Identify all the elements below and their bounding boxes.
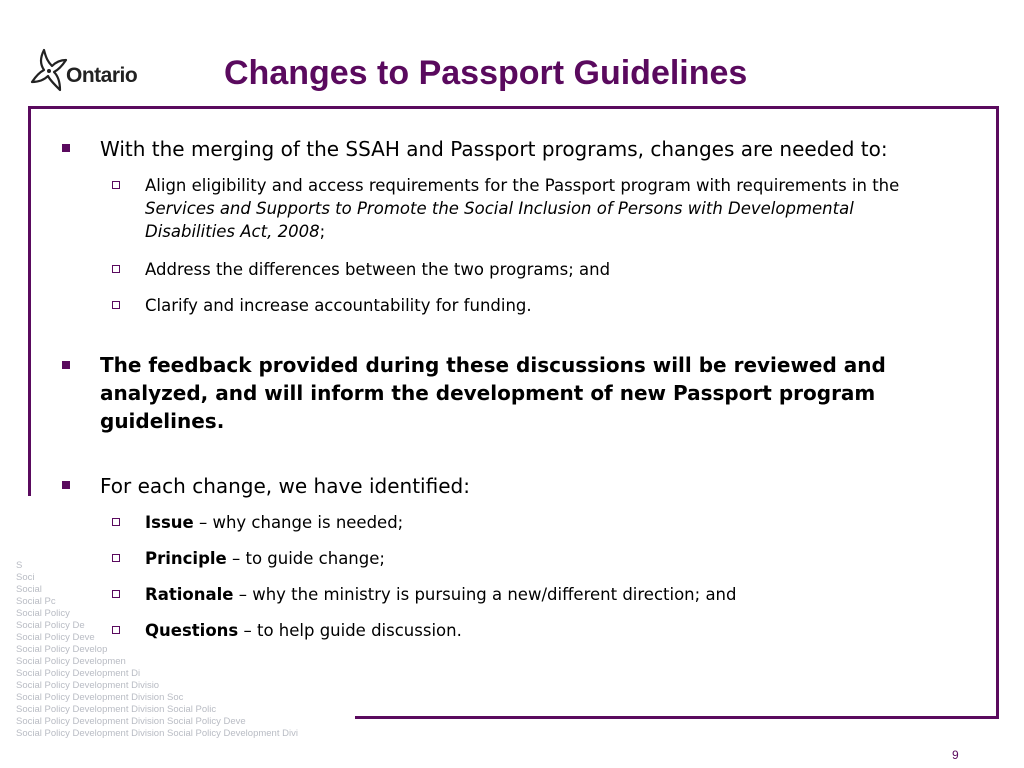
bullet-hollow-square-icon	[112, 265, 120, 273]
bullet-square-icon	[62, 144, 70, 152]
bullet-hollow-square-icon	[112, 181, 120, 189]
sub-bullet-align-end: ;	[319, 222, 326, 241]
watermark-line: Social	[16, 584, 42, 595]
term-principle: Principle	[145, 549, 227, 568]
watermark-line: Social Policy Development Division Soc	[16, 692, 184, 703]
watermark-line: Social Policy Development Divisio	[16, 680, 160, 691]
watermark-line: Social Policy Deve	[16, 632, 95, 643]
watermark-line: Social Policy De	[16, 620, 85, 631]
watermark-line: Social Policy Development Division Social Polic	[16, 704, 217, 715]
watermark-line: Social Pc	[16, 596, 56, 607]
watermark-line: Soci	[16, 572, 35, 583]
watermark-line: Social Policy Development Division Social Policy Deve	[16, 716, 246, 727]
sub-bullet-clarify: Clarify and increase accountability for funding.	[145, 296, 532, 315]
act-name: Services and Supports to Promote the Social Inclusion of Persons with Developmental Disabilities Act, 2008	[145, 199, 854, 241]
bullet-hollow-square-icon	[112, 590, 120, 598]
watermark-line: Social Policy Developmen	[16, 656, 126, 667]
sub-bullet-issue	[145, 511, 935, 534]
desc-issue: – why change is needed;	[193, 513, 404, 532]
bullet-square-icon	[62, 481, 70, 489]
bullet-feedback: The feedback provided during these discussions will be reviewed and analyzed, and will inform the development of new Passport program guidelines.	[100, 353, 886, 433]
desc-questions: – to help guide discussion.	[238, 621, 462, 640]
term-questions: Questions	[145, 621, 239, 640]
sub-bullet-principle	[145, 547, 935, 570]
desc-rationale: – why the ministry is pursuing a new/different direction; and	[233, 585, 737, 604]
ontario-wordmark: Ontario	[66, 64, 138, 87]
page-number: 9	[952, 748, 959, 762]
bullet-merging: With the merging of the SSAH and Passport programs, changes are needed to:	[100, 137, 888, 161]
sub-bullet-align	[145, 174, 935, 243]
bullet-hollow-square-icon	[112, 301, 120, 309]
sub-bullet-address: Address the differences between the two programs; and	[145, 260, 611, 279]
bullet-hollow-square-icon	[112, 626, 120, 634]
watermark-line: S	[16, 560, 23, 571]
page-title: Changes to Passport Guidelines	[224, 54, 748, 92]
watermark-line: Social Policy	[16, 608, 70, 619]
bullet-hollow-square-icon	[112, 554, 120, 562]
watermark-line: Social Policy Development Division Social Policy Development Divi	[16, 728, 298, 739]
desc-principle: – to guide change;	[226, 549, 385, 568]
bullet-hollow-square-icon	[112, 518, 120, 526]
watermark-line: Social Policy Development Di	[16, 668, 141, 679]
sub-bullet-align-text: Align eligibility and access requirements for the Passport program with requirements in the	[145, 176, 900, 195]
sub-bullet-questions	[145, 619, 935, 642]
sub-bullet-rationale	[145, 583, 935, 606]
watermark-line: Social Policy Develop	[16, 644, 108, 655]
bullet-for-each: For each change, we have identified:	[100, 474, 470, 498]
term-rationale: Rationale	[145, 585, 234, 604]
term-issue: Issue	[145, 513, 194, 532]
bullet-square-icon	[62, 361, 70, 369]
